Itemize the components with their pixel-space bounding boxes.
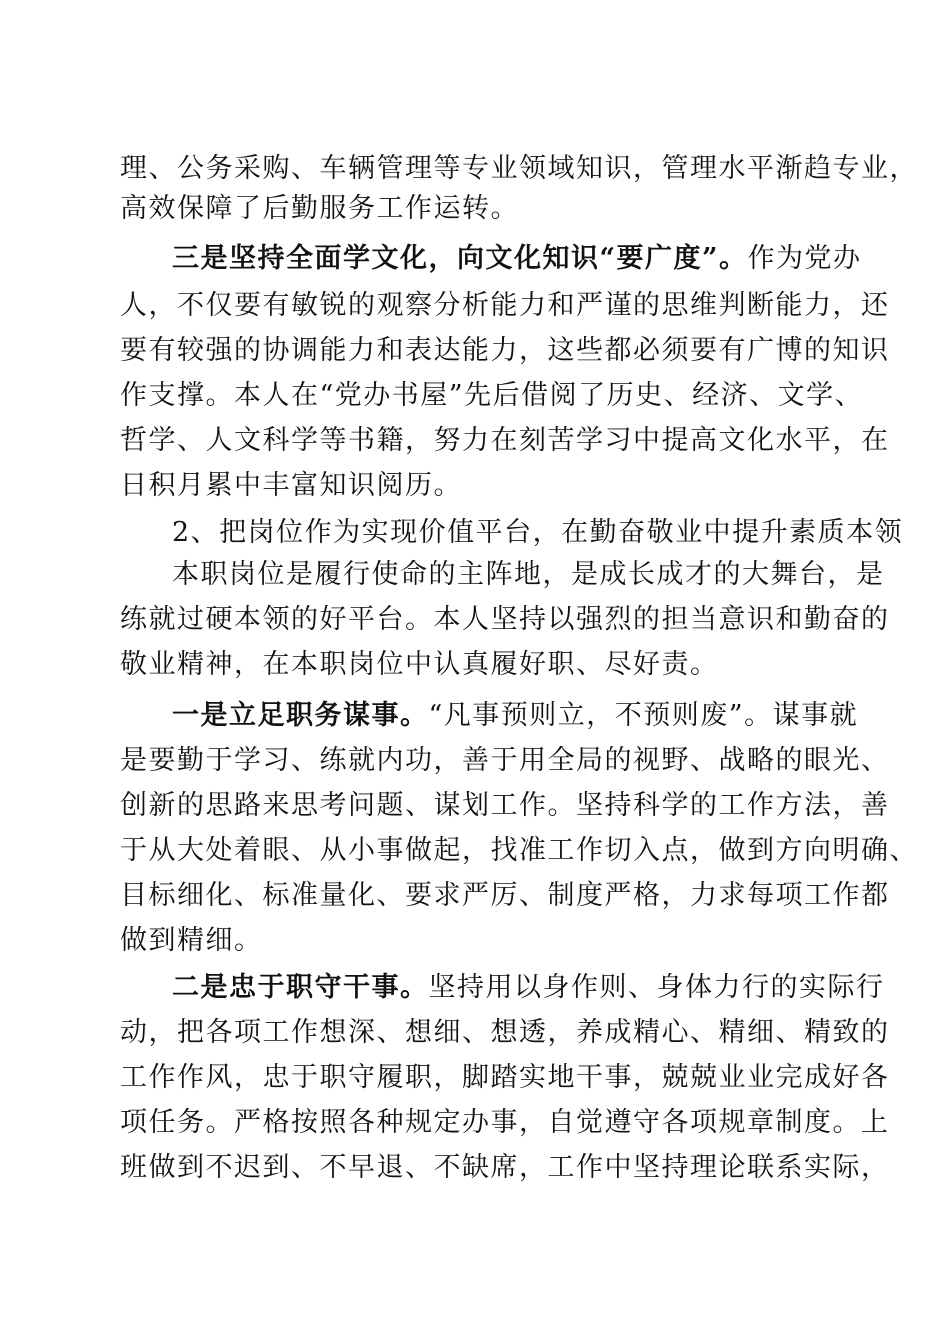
line-text: 理、公务采购、车辆管理等专业领域知识，管理水平渐趋专业， [120,153,918,184]
line-text: 2、把岗位作为实现价值平台，在勤奋敬业中提升素质本领 [172,517,904,548]
paragraph-heading-two [172,966,885,1010]
text-line-6 [120,374,864,418]
bold-lead: 三是坚持全面学文化，向文化知识“要广度”。 [172,243,748,274]
text-line-10 [172,553,885,597]
line-text: 工作作风，忠于职守履职，脚踏实地干事，兢兢业业完成好各 [120,1062,890,1093]
text-line-20 [120,1011,890,1055]
text-line-1 [120,147,918,191]
line-text: 创新的思路来思考问题、谋划工作。坚持科学的工作方法，善 [120,790,890,821]
text-line-8 [120,464,840,508]
line-text: 练就过硬本领的好平台。本人坚持以强烈的担当意识和勤奋的 [120,604,890,635]
line-text: “凡事预则立，不预则废”。谋事就 [428,700,859,731]
bold-lead: 一是立足职务谋事。 [172,700,429,731]
line-text: 是要勤于学习、练就内功，善于用全局的视野、战略的眼光、 [120,745,890,776]
line-text: 班做到不迟到、不早退、不缺席，工作中坚持理论联系实际， [120,1152,890,1183]
line-text: 日积月累中丰富知识阅历。 [120,470,462,501]
bold-lead: 二是忠于职守干事。 [172,972,429,1003]
line-text: 本职岗位是履行使命的主阵地，是成长成才的大舞台，是 [172,559,885,590]
line-text: 敬业精神，在本职岗位中认真履好职、尽好责。 [120,649,719,680]
line-text: 作为党办 [747,243,862,274]
text-line-22 [120,1101,890,1145]
text-line-2 [120,187,840,231]
section-heading-2 [172,511,904,555]
line-text: 目标细化、标准量化、要求严厉、制度严格，力求每项工作都 [120,880,890,911]
line-text: 高效保障了后勤服务工作运转。 [120,193,519,224]
paragraph-heading-one [172,694,859,738]
text-line-5 [120,329,890,373]
text-line-4 [120,284,890,328]
line-text: 项任务。严格按照各种规定办事，自觉遵守各项规章制度。上 [120,1107,890,1138]
text-line-11 [120,598,890,642]
text-line-15 [120,784,890,828]
text-line-7 [120,419,890,463]
line-text: 哲学、人文科学等书籍，努力在刻苦学习中提高文化水平，在 [120,425,890,456]
text-line-23 [120,1146,890,1190]
line-text: 动，把各项工作想深、想细、想透，养成精心、精细、精致的 [120,1017,890,1048]
text-line-12 [120,643,840,687]
line-text: 坚持用以身作则、身体力行的实际行 [428,972,885,1003]
text-line-14 [120,739,890,783]
text-line-16 [120,829,918,873]
line-text: 作支撑。本人在“党办书屋”先后借阅了历史、经济、文学、 [120,380,864,411]
line-text: 人，不仅要有敏锐的观察分析能力和严谨的思维判断能力，还 [120,290,890,321]
paragraph-heading-three [172,237,862,281]
text-line-18 [120,919,840,963]
line-text: 做到精细。 [120,925,263,956]
text-line-17 [120,874,890,918]
line-text: 要有较强的协调能力和表达能力，这些都必须要有广博的知识 [120,335,890,366]
text-line-21 [120,1056,890,1100]
line-text: 于从大处着眼、从小事做起，找准工作切入点，做到方向明确、 [120,835,918,866]
